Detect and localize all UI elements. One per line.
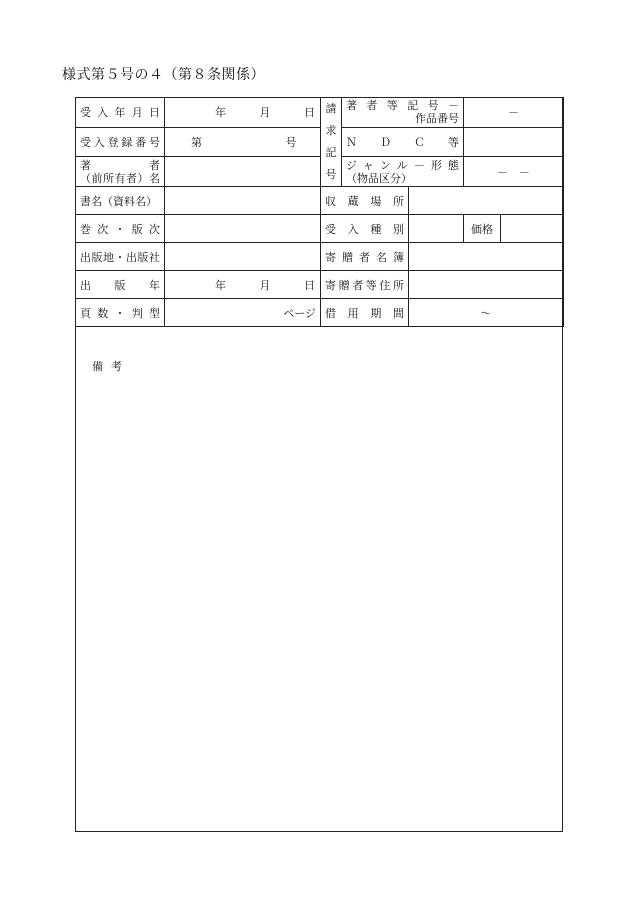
pages-field[interactable]	[165, 299, 321, 327]
donor-name-field[interactable]	[409, 243, 564, 271]
pub-day-unit: 日	[304, 278, 315, 292]
pub-year-unit: 年	[215, 278, 226, 292]
form-sheet	[75, 97, 563, 832]
pub-year-label: 出 版 年	[76, 271, 165, 299]
remarks-area[interactable]	[76, 333, 562, 831]
call-number-char-2: 求	[325, 124, 337, 137]
pages-unit: ページ	[283, 306, 316, 320]
price-label: 価格	[464, 215, 501, 243]
book-title-field[interactable]	[165, 187, 321, 215]
receipt-date-label: 受入年月日	[76, 98, 165, 128]
call-number-char-1: 請	[325, 102, 337, 115]
pub-month-unit: 月	[259, 278, 271, 292]
publisher-label: 出版地・出版社	[76, 243, 165, 271]
genre-label: ジャンル－形態 （物品区分）	[342, 157, 464, 187]
pub-year-field[interactable]	[165, 271, 321, 299]
form-title: 様式第５号の４（第８条関係）	[62, 67, 265, 83]
book-title-label: 書名（資料名）	[76, 187, 165, 215]
receipt-type-label: 受入種別	[321, 215, 409, 243]
remarks-label: 備考	[92, 360, 130, 373]
receipt-date-field[interactable]	[165, 98, 321, 128]
receipt-number-field[interactable]	[165, 127, 321, 157]
donor-address-label: 寄贈者等住所	[321, 271, 409, 299]
call-number-char-3: 記	[325, 146, 337, 159]
receipt-number-prefix: 第	[191, 135, 202, 149]
ndc-field[interactable]	[464, 127, 564, 157]
location-field[interactable]	[409, 187, 564, 215]
call-number-label	[321, 98, 342, 187]
loan-period-field[interactable]: ～	[409, 299, 564, 327]
receipt-day-unit: 日	[304, 106, 315, 120]
loan-period-label: 借用期間	[321, 299, 409, 327]
publisher-field[interactable]	[165, 243, 321, 271]
receipt-year-unit: 年	[215, 106, 226, 120]
ndc-label: ＮＤＣ等	[342, 127, 464, 157]
location-label: 収蔵場所	[321, 187, 409, 215]
author-label: 著 者 （前所有者）名	[76, 157, 165, 187]
record-table	[75, 97, 564, 327]
donor-name-label: 寄贈者名簿	[321, 243, 409, 271]
author-code-field[interactable]: －	[464, 98, 564, 128]
receipt-number-suffix: 号	[285, 135, 297, 149]
volume-label: 巻次・版次	[76, 215, 165, 243]
donor-address-field[interactable]	[409, 271, 564, 299]
call-number-char-4: 号	[325, 168, 337, 181]
receipt-type-field[interactable]	[409, 215, 464, 243]
receipt-number-label: 受入登録番号	[76, 127, 165, 157]
pages-label: 頁数・判型	[76, 299, 165, 327]
receipt-month-unit: 月	[259, 106, 271, 120]
author-field[interactable]	[165, 157, 321, 187]
author-code-label: 著者等記号－ 作品番号	[342, 98, 464, 128]
price-field[interactable]	[501, 215, 564, 243]
volume-field[interactable]	[165, 215, 321, 243]
genre-field[interactable]: － －	[464, 157, 564, 187]
